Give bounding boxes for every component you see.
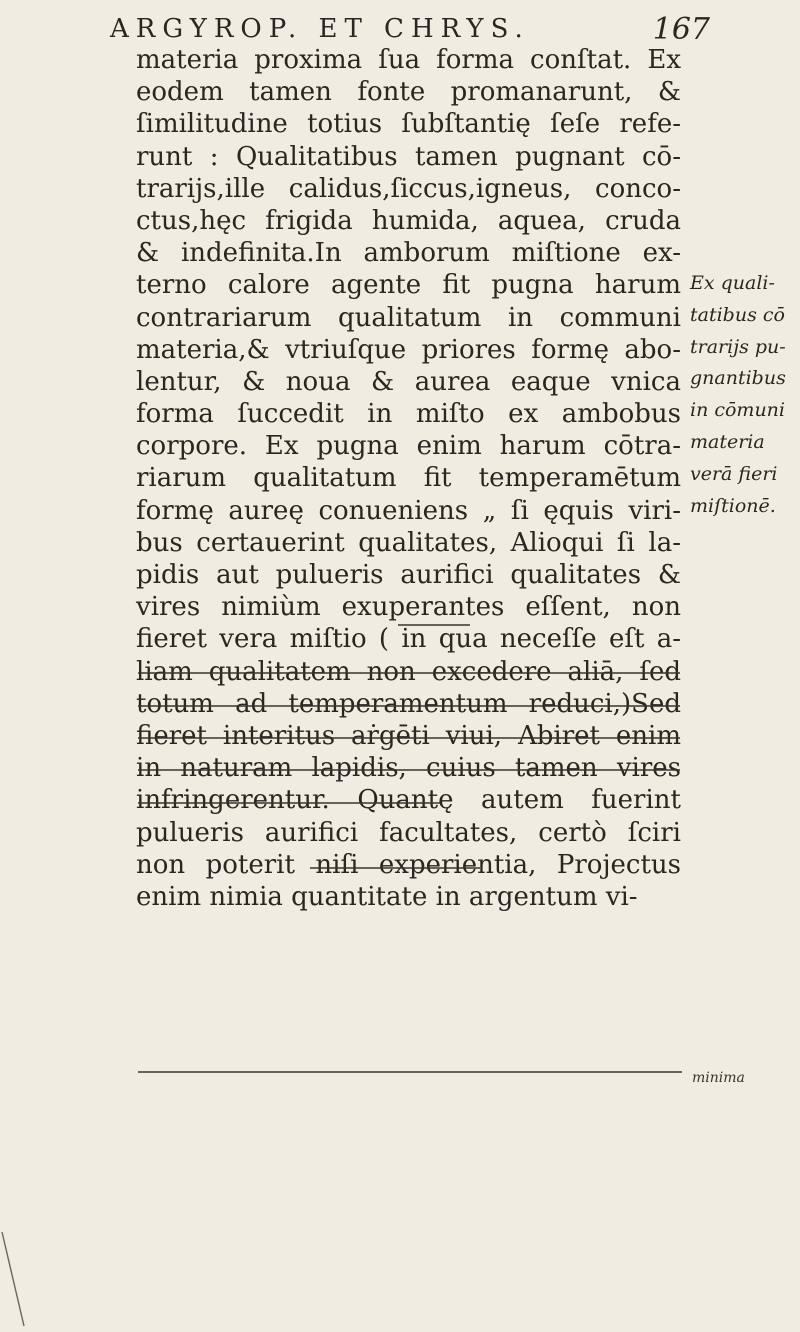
text-line: contrariarum qualitatum in communi: [136, 302, 681, 333]
margin-note-line: verā fieri: [690, 462, 778, 485]
text-line: eodem tamen fonte promanarunt, &: [136, 77, 681, 108]
text-line: terno calore agente fit pugna harum: [136, 270, 681, 301]
margin-note-line: trarijs pu-: [690, 335, 786, 358]
text-line: formę aureę conueniens „ ſi ęquis viri-: [136, 495, 681, 526]
margin-note-line: gnantibus: [690, 367, 786, 390]
margin-note-line: miſtionē.: [690, 494, 776, 517]
text-line: totum ad temperamentum reduci,)Sed: [136, 688, 681, 719]
running-head: [110, 8, 710, 48]
text-line: materia,& vtriuſque priores formę abo-: [136, 334, 681, 365]
text-line: infringerentur. Quantę autem fuerint: [136, 785, 681, 816]
page-number: 167: [652, 12, 710, 47]
text-line: pidis aut pulueris aurifici qualitates &: [136, 560, 681, 590]
margin-note-line: materia: [690, 430, 765, 453]
text-line: riarum qualitatum fit temperamētum: [136, 463, 681, 494]
text-line: trarijs,ille calidus,ſiccus,igneus, conco-: [136, 173, 681, 204]
text-line: forma ſuccedit in miſto ex ambobus: [136, 399, 681, 430]
text-line: fieret interitus aṙgēti viui, Abiret enim: [136, 720, 681, 751]
marginal-scrawl: minima: [692, 1070, 745, 1086]
text-line: pulueris aurifici facultates, certò ſciri: [136, 817, 681, 848]
text-line: & indefinita.In amborum miſtione ex-: [136, 238, 681, 269]
text-line: enim nimia quantitate in argentum vi-: [136, 881, 638, 912]
text-line: fieret vera miſtio ( in qua neceſſe eſt a-: [136, 624, 681, 655]
margin-note-line: tatibus cō: [690, 303, 785, 326]
marginal-note: [690, 268, 798, 522]
text-line: in naturam lapidis, cuius tamen vires: [136, 753, 681, 784]
margin-note-line: in cōmuni: [690, 399, 785, 422]
text-line: bus certauerint qualitates, Alioqui ſi la-: [136, 527, 681, 558]
running-head-title: ARGYROP. ET CHRYS.: [110, 14, 530, 44]
margin-note-line: Ex quali-: [690, 272, 775, 294]
text-line: lentur, & noua & aurea eaque vnica: [136, 366, 681, 397]
pencil-mark: [0, 1230, 40, 1330]
body-text: [136, 44, 681, 913]
text-line: materia proxima ſua forma conſtat. Ex: [136, 45, 681, 75]
text-line: corpore. Ex pugna enim harum cōtra-: [136, 431, 681, 462]
text-line: non poterit niſi experientia, Projectus: [136, 849, 681, 880]
text-line: liam qualitatem non excedere aliā, ſed: [136, 656, 681, 687]
text-line: ctus,hęc frigida humida, aquea, cruda: [136, 205, 681, 236]
text-line: vires nimiùm exuperantes eſſent, non: [136, 592, 681, 623]
text-line: ſimilitudine totius ſubſtantię ſeſe refe-: [136, 109, 681, 140]
text-line: runt : Qualitatibus tamen pugnant cō-: [136, 141, 681, 172]
